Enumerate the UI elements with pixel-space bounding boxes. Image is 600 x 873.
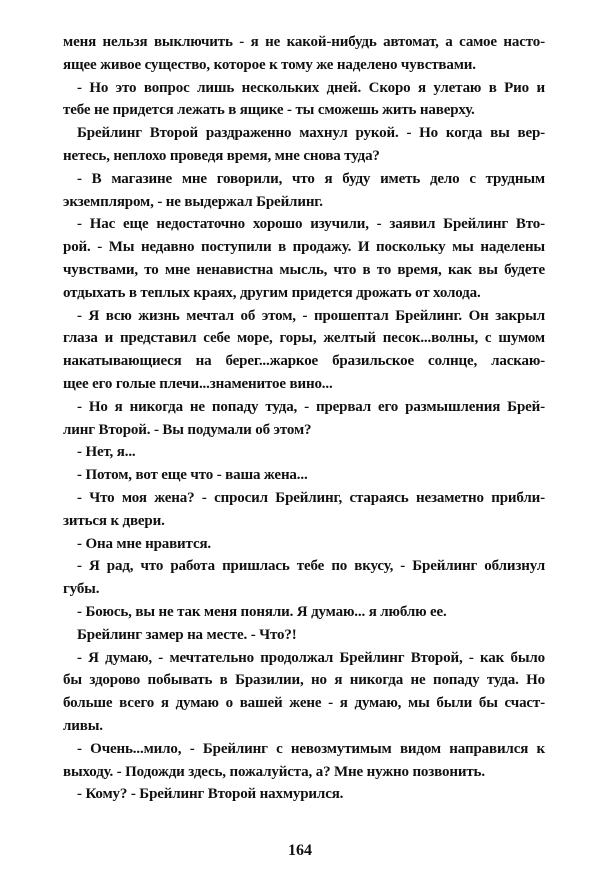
text-line: - В магазине мне говорили, что я буду иметь дело с трудным bbox=[77, 170, 545, 187]
text-line: - Но я никогда не попаду туда, - прервал его размышления Брей- bbox=[77, 398, 545, 415]
text-line: - Что моя жена? - спросил Брейлинг, стараясь незаметно прибли- bbox=[77, 489, 545, 506]
text-line: накатывающиеся на берег...жаркое бразильское солнце, ласкаю- bbox=[63, 353, 545, 370]
text-line: - Я рад, что работа пришлась тебе по вкусу, - Брейлинг облизнул bbox=[77, 558, 545, 575]
paragraph bbox=[63, 487, 545, 533]
text-line: ливы. bbox=[63, 717, 103, 734]
text-line: рой. - Мы недавно поступили в продажу. И поскольку мы наделены bbox=[63, 239, 545, 256]
text-line: экземпляром, - не выдержал Брейлинг. bbox=[63, 193, 323, 210]
text-line: губы. bbox=[63, 581, 100, 598]
text-line: - Кому? - Брейлинг Второй нахмурился. bbox=[77, 786, 344, 803]
text-line: - Она мне нравится. bbox=[77, 535, 212, 552]
paragraph bbox=[63, 122, 545, 168]
text-line: Брейлинг Второй раздраженно махнул рукой. - Но когда вы вер- bbox=[77, 125, 545, 142]
text-line: ящее живое существо, которое к тому же наделено чувствами. bbox=[63, 56, 476, 73]
paragraph bbox=[63, 396, 545, 442]
text-line: Брейлинг замер на месте. - Что?! bbox=[77, 626, 297, 643]
text-line: - Нет, я... bbox=[77, 444, 136, 461]
paragraph bbox=[63, 464, 545, 487]
paragraph bbox=[63, 783, 545, 806]
paragraph bbox=[63, 305, 545, 396]
paragraph bbox=[63, 555, 545, 601]
paragraph bbox=[63, 601, 545, 624]
paragraph bbox=[63, 213, 545, 304]
paragraph bbox=[63, 441, 545, 464]
paragraph bbox=[63, 77, 545, 123]
text-line: - Я думаю, - мечтательно продолжал Брейлинг Второй, - как было bbox=[77, 649, 545, 666]
text-line: глаза и представил себе море, горы, желтый песок...волны, с шумом bbox=[63, 330, 545, 347]
text-line: - Я всю жизнь мечтал об этом, - прошептал Брейлинг. Он закрыл bbox=[77, 307, 545, 324]
text-line: - Нас еще недостаточно хорошо изучили, - заявил Брейлинг Вто- bbox=[77, 216, 545, 233]
text-line: тебе не придется лежать в ящике - ты сможешь жить наверху. bbox=[63, 102, 475, 119]
paragraph bbox=[63, 647, 545, 738]
text-line: бы здорово побывать в Бразилии, но я никогда не попаду туда. Но bbox=[63, 672, 545, 689]
text-line: больше всего я думаю о вашей жене - я думаю, мы были бы счаст- bbox=[63, 695, 545, 712]
text-line: зиться к двери. bbox=[63, 512, 165, 529]
text-line: - Но это вопрос лишь нескольких дней. Скоро я улетаю в Рио и bbox=[77, 79, 545, 96]
paragraph bbox=[63, 31, 545, 77]
text-line: - Очень...мило, - Брейлинг с невозмутимым видом направился к bbox=[77, 740, 545, 757]
text-line: нетесь, неплохо проведя время, мне снова туда? bbox=[63, 147, 380, 164]
text-line: - Потом, вот еще что - ваша жена... bbox=[77, 467, 308, 484]
text-line: щее его голые плечи...знаменитое вино... bbox=[63, 375, 333, 392]
text-line: - Боюсь, вы не так меня поняли. Я думаю... я люблю ее. bbox=[77, 603, 447, 620]
paragraph bbox=[63, 624, 545, 647]
text-line: чувствами, то мне ненавистна мысль, что в то время, как вы будете bbox=[63, 261, 545, 278]
paragraph bbox=[63, 533, 545, 556]
paragraph bbox=[63, 738, 545, 784]
paragraph bbox=[63, 168, 545, 214]
text-line: линг Второй. - Вы подумали об этом? bbox=[63, 421, 312, 438]
text-line: отдыхать в теплых краях, другим придется дрожать от холода. bbox=[63, 284, 481, 301]
page-number: 164 bbox=[288, 842, 312, 859]
text-line: меня нельзя выключить - я не какой-нибудь автомат, а самое насто- bbox=[63, 34, 545, 50]
page-text bbox=[63, 31, 545, 806]
text-line: выходу. - Подожди здесь, пожалуйста, а? Мне нужно позвонить. bbox=[63, 763, 485, 780]
